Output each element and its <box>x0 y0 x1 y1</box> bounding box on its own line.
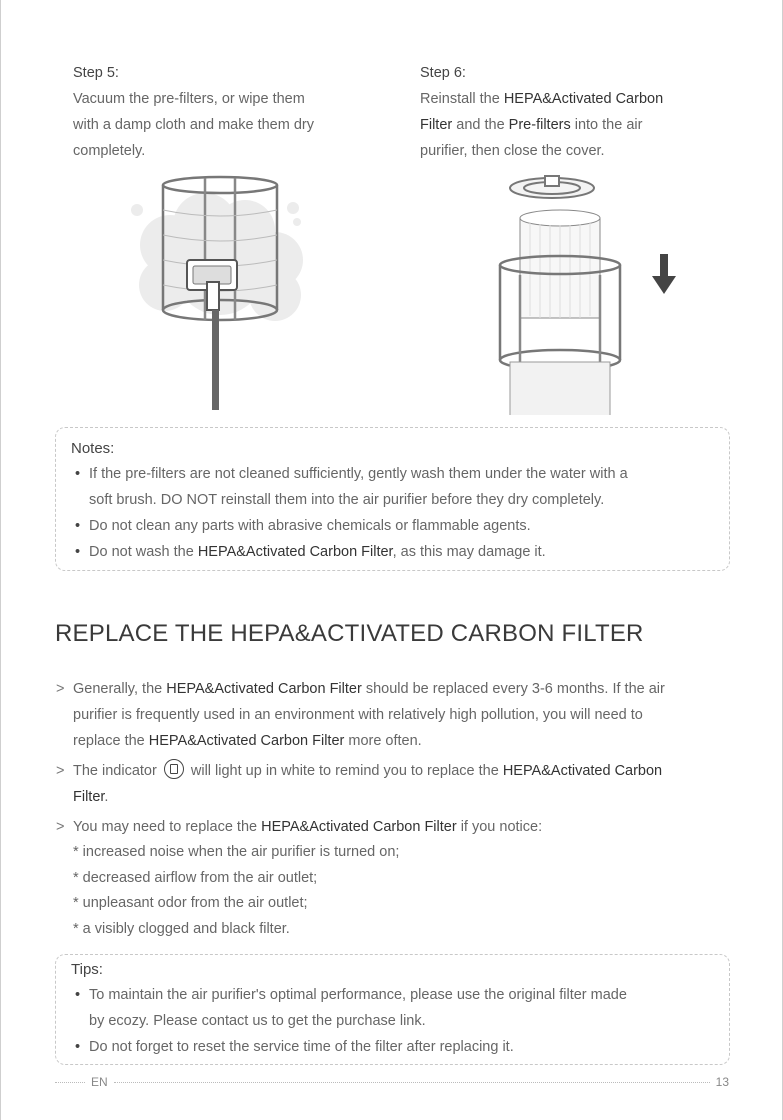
tips-item-2: • Do not forget to reset the service time of the filter after replacing it. <box>73 1034 713 1060</box>
step-6-bold-2: Filter <box>420 117 453 133</box>
step-6-label: Step 6: <box>420 65 466 81</box>
notes-item-1 <box>73 461 713 513</box>
notes-item-2: • Do not clean any parts with abrasive chemicals or flammable agents. <box>73 513 713 539</box>
tips-item-1-line-2: by ecozy. Please contact us to get the purchase link. <box>89 1013 426 1029</box>
p2-text-2: will light up in white to remind you to replace the <box>190 763 503 779</box>
paragraph-3 <box>56 814 736 840</box>
page-border-left <box>0 0 1 1120</box>
footer-dots-right <box>114 1082 710 1083</box>
page-footer <box>55 1072 729 1092</box>
arrow-down-icon <box>652 254 676 294</box>
p1-text-5: more often. <box>344 733 422 749</box>
step-6-text <box>420 60 740 164</box>
tips-item-1-line-1: To maintain the air purifier's optimal performance, please use the original filter made <box>89 987 627 1003</box>
notes-item-1-line-1: If the pre-filters are not cleaned sufficiently, gently wash them under the water with a <box>89 466 628 482</box>
notes-list <box>73 461 713 565</box>
notes-item-3-bold: HEPA&Activated Carbon Filter <box>197 544 393 560</box>
cover-icon <box>510 176 594 198</box>
notes-item-3-pre: Do not wash the <box>89 544 198 560</box>
p3-bold-1: HEPA&Activated Carbon Filter <box>261 819 457 835</box>
paragraph-2-body <box>56 758 736 810</box>
symptom-list <box>73 840 399 942</box>
p1-bold-2: HEPA&Activated Carbon Filter <box>148 733 345 749</box>
p2-bold-1: HEPA&Activated Carbon <box>502 763 663 779</box>
step-5-line-1: Vacuum the pre-filters, or wipe them <box>73 91 305 107</box>
tips-list <box>73 982 713 1060</box>
step-6-bold-1: HEPA&Activated Carbon <box>503 91 664 107</box>
step-5-line-3: completely. <box>73 143 146 159</box>
vacuum-prefilter-illustration <box>125 170 315 415</box>
step-6-line-1 <box>420 86 740 112</box>
paragraph-3-body <box>56 814 736 840</box>
notes-item-3 <box>73 539 713 565</box>
symptom-item: * decreased airflow from the air outlet; <box>73 866 399 892</box>
hepa-filter-icon <box>520 210 600 318</box>
p1-text-2: should be replaced every 3-6 months. If the air <box>361 681 665 697</box>
symptom-item: * unpleasant odor from the air outlet; <box>73 891 399 917</box>
p2-text-1: The indicator <box>73 763 157 779</box>
tips-title: Tips: <box>71 961 103 978</box>
p1-text-1: Generally, the <box>73 681 167 697</box>
footer-language: EN <box>91 1075 108 1089</box>
filter-indicator-icon <box>164 759 184 779</box>
paragraph-1-marker: > <box>56 681 65 697</box>
notes-item-3-post: , as this may damage it. <box>392 544 546 560</box>
p2-text-3: . <box>104 789 109 805</box>
symptom-item: * increased noise when the air purifier is turned on; <box>73 840 399 866</box>
step-6-text-2: and the <box>452 117 509 133</box>
step-6-text-1: Reinstall the <box>420 91 504 107</box>
paragraph-3-marker: > <box>56 819 65 835</box>
p1-bold-1: HEPA&Activated Carbon Filter <box>166 681 362 697</box>
tips-item-1 <box>73 982 713 1034</box>
step-6-bold-3: Pre-filters <box>508 117 571 133</box>
p1-text-3: purifier is frequently used in an environment with relatively high pollution, you will need to <box>73 707 643 723</box>
symptom-item: * a visibly clogged and black filter. <box>73 917 399 943</box>
footer-page-number: 13 <box>715 1075 729 1089</box>
p2-bold-2: Filter <box>73 789 105 805</box>
paragraph-1-body <box>56 676 736 754</box>
purifier-base-icon <box>510 362 610 415</box>
p1-text-4: replace the <box>73 733 149 749</box>
paragraph-2-marker: > <box>56 763 65 779</box>
step-6-text-3: into the air <box>570 117 643 133</box>
p3-text-1: You may need to replace the <box>73 819 262 835</box>
notes-title: Notes: <box>71 440 115 457</box>
step-6-line-3: purifier, then close the cover. <box>420 143 605 159</box>
paragraph-1 <box>56 676 736 754</box>
step-5-line-2: with a damp cloth and make them dry <box>73 117 314 133</box>
step-6-line-2 <box>420 112 740 138</box>
notes-item-1-line-2: soft brush. DO NOT reinstall them into the air purifier before they dry completely. <box>89 492 605 508</box>
step-5-text <box>73 60 373 164</box>
footer-dots-left <box>55 1082 85 1083</box>
section-heading: REPLACE THE HEPA&ACTIVATED CARBON FILTER <box>55 620 644 647</box>
paragraph-2 <box>56 758 736 810</box>
reinstall-filter-illustration <box>490 170 690 415</box>
vacuum-nozzle-icon <box>187 260 237 410</box>
p3-text-2: if you notice: <box>456 819 543 835</box>
step-5-label: Step 5: <box>73 65 119 81</box>
